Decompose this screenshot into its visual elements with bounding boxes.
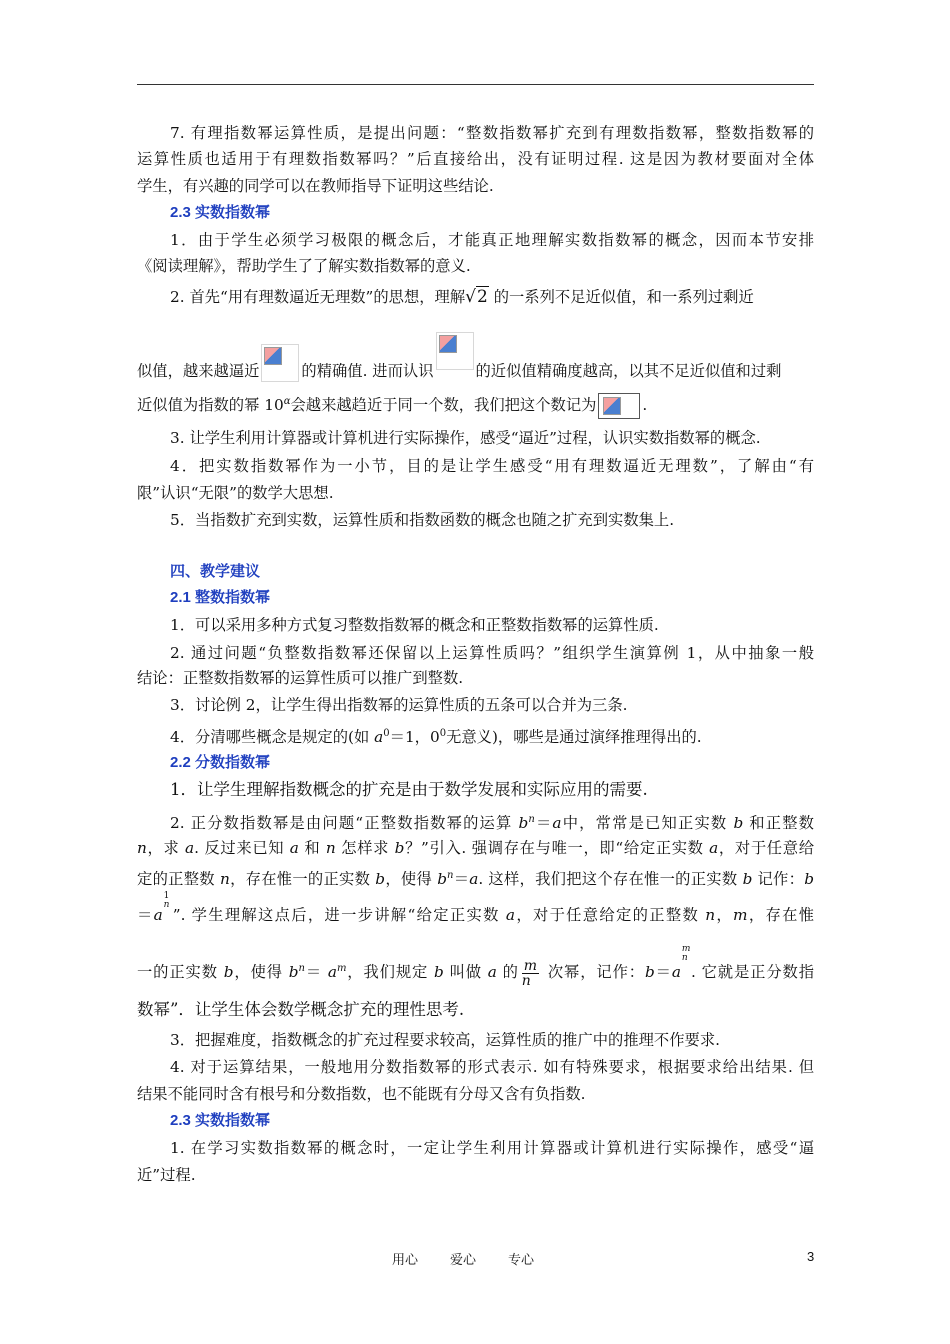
t: 定的正整数	[137, 870, 220, 888]
para-214-text-c: 无意义)，哪些是通过演绎推理得出的.	[446, 728, 702, 746]
t: 和	[298, 839, 326, 857]
para-232-line3	[137, 388, 814, 419]
t: . 反过来已知	[194, 839, 290, 857]
heading-2-3-real-exponent: 2.3 实数指数幂	[170, 204, 271, 221]
heading-2-3-real-exponent-2: 2.3 实数指数幂	[170, 1112, 271, 1129]
t: ，对于任意给定的正整数	[515, 906, 706, 924]
para-231-line1: 1．由于学生必须学习极限的概念后，才能真正地理解实数指数幂的概念，因而本节安排	[170, 231, 814, 249]
t: ＝	[654, 963, 672, 981]
para-211: 1．可以采用多种方式复习整数指数幂的概念和正整数指数幂的运算性质.	[170, 616, 659, 634]
para-231b-line2: 近”过程.	[137, 1166, 196, 1184]
t: 2. 正分数指数幂是由问题“正整数指数幂的运算	[170, 814, 519, 832]
var-b: b	[733, 814, 744, 832]
exp-zero: 0	[383, 728, 390, 739]
footer-word-2: 爱心	[450, 1253, 477, 1268]
para-232-text-c2: 的精确值. 进而认识	[301, 362, 434, 380]
footer-word-1: 用心	[392, 1253, 419, 1268]
formula-image-icon	[436, 332, 474, 370]
page-number: 3	[807, 1249, 815, 1264]
para-232-line1	[170, 286, 814, 308]
para-7-line2: 运算性质也适用于有理数指数幂吗？”后直接给出，没有证明过程. 这是因为教材要面对全体	[137, 150, 814, 168]
var-n: n	[137, 839, 147, 857]
t: ？”引入. 强调存在与唯一，即“给定正实数	[404, 839, 710, 857]
var-a: a	[552, 814, 562, 832]
exp-n: n	[446, 870, 454, 881]
var-n: n	[325, 839, 336, 857]
t: ，我们规定	[346, 963, 435, 981]
para-231b-line1: 1. 在学习实数指数幂的概念时，一定让学生利用计算器或计算机进行实际操作，感受“逼	[170, 1139, 814, 1157]
t: . 这样，我们把这个存在惟一的正实数	[478, 870, 743, 888]
t: ，使得	[385, 870, 438, 888]
para-232-text-d2: 会越来越趋近于同一个数，我们把这个数记为	[290, 396, 597, 414]
var-b: b	[394, 839, 405, 857]
var-b: b	[518, 814, 529, 832]
t: ，求	[146, 839, 185, 857]
t: 的	[496, 963, 519, 981]
para-224-line1: 4. 对于运算结果，一般地用分数指数幂的形式表示. 如有特殊要求，根据要求给出结果. 但	[170, 1058, 814, 1076]
para-232-text-c1: 似值，越来越逼近	[137, 362, 260, 380]
a-power-m-over-n	[671, 944, 691, 989]
var-b: b	[375, 870, 386, 888]
frac-numerator: m	[523, 957, 538, 974]
t: ，存在惟	[747, 906, 814, 924]
t: ，	[715, 906, 734, 924]
para-222-line5	[137, 944, 814, 989]
header-rule	[137, 84, 814, 85]
alpha-exponent: α	[283, 396, 291, 407]
heading-2-1-integer-exponent: 2.1 整数指数幂	[170, 589, 271, 606]
sqrt-radicand: 2	[477, 287, 488, 307]
para-235: 5．当指数扩充到实数，运算性质和指数函数的概念也随之扩充到实数集上.	[170, 511, 675, 529]
var-b: b	[288, 963, 299, 981]
t: . 它就是正分数指	[690, 963, 814, 981]
para-232-text-c3: 的近似值精确度越高，以其不足近似值和过剩	[475, 362, 782, 380]
t: ＝	[304, 963, 328, 981]
t: 叫做	[443, 963, 488, 981]
exp-denominator: n	[163, 900, 170, 910]
para-224-line2: 结果不能同时含有根号和分数指数，也不能既有分母又含有负指数.	[137, 1085, 586, 1103]
heading-section-4: 四、教学建议	[170, 563, 261, 580]
t: ＝	[534, 814, 553, 832]
para-232-text-d3: .	[642, 396, 648, 414]
para-212-line1: 2. 通过问题“负整数指数幂还保留以上运算性质吗？”组织学生演算例 1，从中抽象一般	[170, 644, 814, 662]
var-a: a	[469, 870, 479, 888]
formula-image-icon	[261, 344, 299, 382]
var-n: n	[219, 870, 230, 888]
para-233: 3. 让学生利用计算器或计算机进行实际操作，感受“逼近”过程，认识实数指数幂的概念.	[170, 429, 761, 447]
t: 怎样求	[335, 839, 395, 857]
var-a: a	[505, 906, 516, 924]
var-a: a	[709, 839, 719, 857]
t: ，使得	[233, 963, 289, 981]
para-232-text-b: 的一系列不足近似值，和一系列过剩近	[493, 288, 754, 306]
var-b: b	[804, 870, 814, 888]
t: ，对于任意给	[718, 839, 814, 857]
t: ，存在惟一的正实数	[229, 870, 376, 888]
t: ＝	[137, 906, 154, 924]
para-214	[170, 723, 814, 748]
t: 记作：	[752, 870, 805, 888]
para-234-line2: 限”认识“无限”的数学大思想.	[137, 484, 334, 502]
para-232-text-d1: 近似值为指数的幂 10	[137, 396, 284, 414]
para-222-line3	[137, 865, 814, 890]
para-221: 1．让学生理解指数概念的扩充是由于数学发展和实际应用的需要.	[170, 780, 648, 799]
var-b: b	[223, 963, 234, 981]
exp-m: m	[336, 963, 347, 974]
footer-motto	[392, 1249, 566, 1268]
exp-numerator: 1	[163, 891, 170, 901]
para-223: 3．把握难度，指数概念的扩充过程要求较高，运算性质的推广中的推理不作要求.	[170, 1031, 720, 1049]
para-213: 3．讨论例 2，让学生得出指数幂的运算性质的五条可以合并为三条.	[170, 696, 628, 714]
heading-2-2-fraction-exponent: 2.2 分数指数幂	[170, 754, 271, 771]
var-b: b	[437, 870, 447, 888]
var-a: a	[153, 906, 163, 924]
footer-word-3: 专心	[508, 1253, 535, 1268]
t: ”. 学生理解这点后，进一步讲解“给定正实数	[172, 906, 506, 924]
para-7-line1: 7. 有理指数幂运算性质，是提出问题：“整数指数幂扩充到有理数指数幂，整数指数幂的	[170, 124, 814, 142]
para-232-line2	[137, 332, 814, 391]
para-222-line1	[170, 809, 814, 834]
para-222-line2	[137, 837, 814, 859]
para-214-text-a: 4．分清哪些概念是规定的(如	[170, 728, 375, 746]
var-a: a	[374, 728, 384, 746]
var-b: b	[434, 963, 444, 981]
t: ＝	[453, 870, 470, 888]
para-222-line4	[137, 891, 814, 928]
t: 一的正实数	[137, 963, 224, 981]
var-b: b	[742, 870, 753, 888]
var-b: b	[644, 963, 655, 981]
fraction-m-over-n	[522, 959, 539, 988]
var-a: a	[327, 963, 337, 981]
para-232-text-a: 2. 首先“用有理数逼近无理数”的思想，理解	[170, 288, 466, 306]
frac-denominator: n	[521, 972, 531, 989]
para-231-line2: 《阅读理解》，帮助学生了了解实数指数幂的意义.	[137, 257, 471, 275]
para-7-line3: 学生，有兴趣的同学可以在教师指导下证明这些结论.	[137, 177, 494, 195]
var-n: n	[705, 906, 716, 924]
a-power-1-over-n	[153, 891, 173, 928]
exp-n: n	[298, 963, 305, 974]
t: 中，常常是已知正实数	[561, 814, 734, 832]
exp-n: n	[528, 814, 535, 825]
exp-denominator: n	[681, 953, 688, 963]
exp-zero: 0	[439, 728, 447, 739]
var-a: a	[184, 839, 195, 857]
para-214-text-b: ＝1，0	[389, 728, 440, 746]
exp-numerator: m	[681, 944, 691, 954]
formula-image-icon	[598, 393, 640, 419]
var-a: a	[487, 963, 497, 981]
sqrt-symbol: √2	[465, 287, 488, 307]
para-222-line6: 数幂”．让学生体会数学概念扩充的理性思考.	[137, 1000, 465, 1019]
var-a: a	[671, 963, 681, 981]
t: 次幂，记作：	[542, 963, 645, 981]
var-m: m	[733, 906, 748, 924]
var-a: a	[289, 839, 299, 857]
t: 和正整数	[743, 814, 814, 832]
para-212-line2: 结论：正整数指数幂的运算性质可以推广到整数.	[137, 669, 464, 687]
para-234-line1: 4．把实数指数幂作为一小节，目的是让学生感受“用有理数逼近无理数”，了解由“有	[170, 457, 814, 475]
